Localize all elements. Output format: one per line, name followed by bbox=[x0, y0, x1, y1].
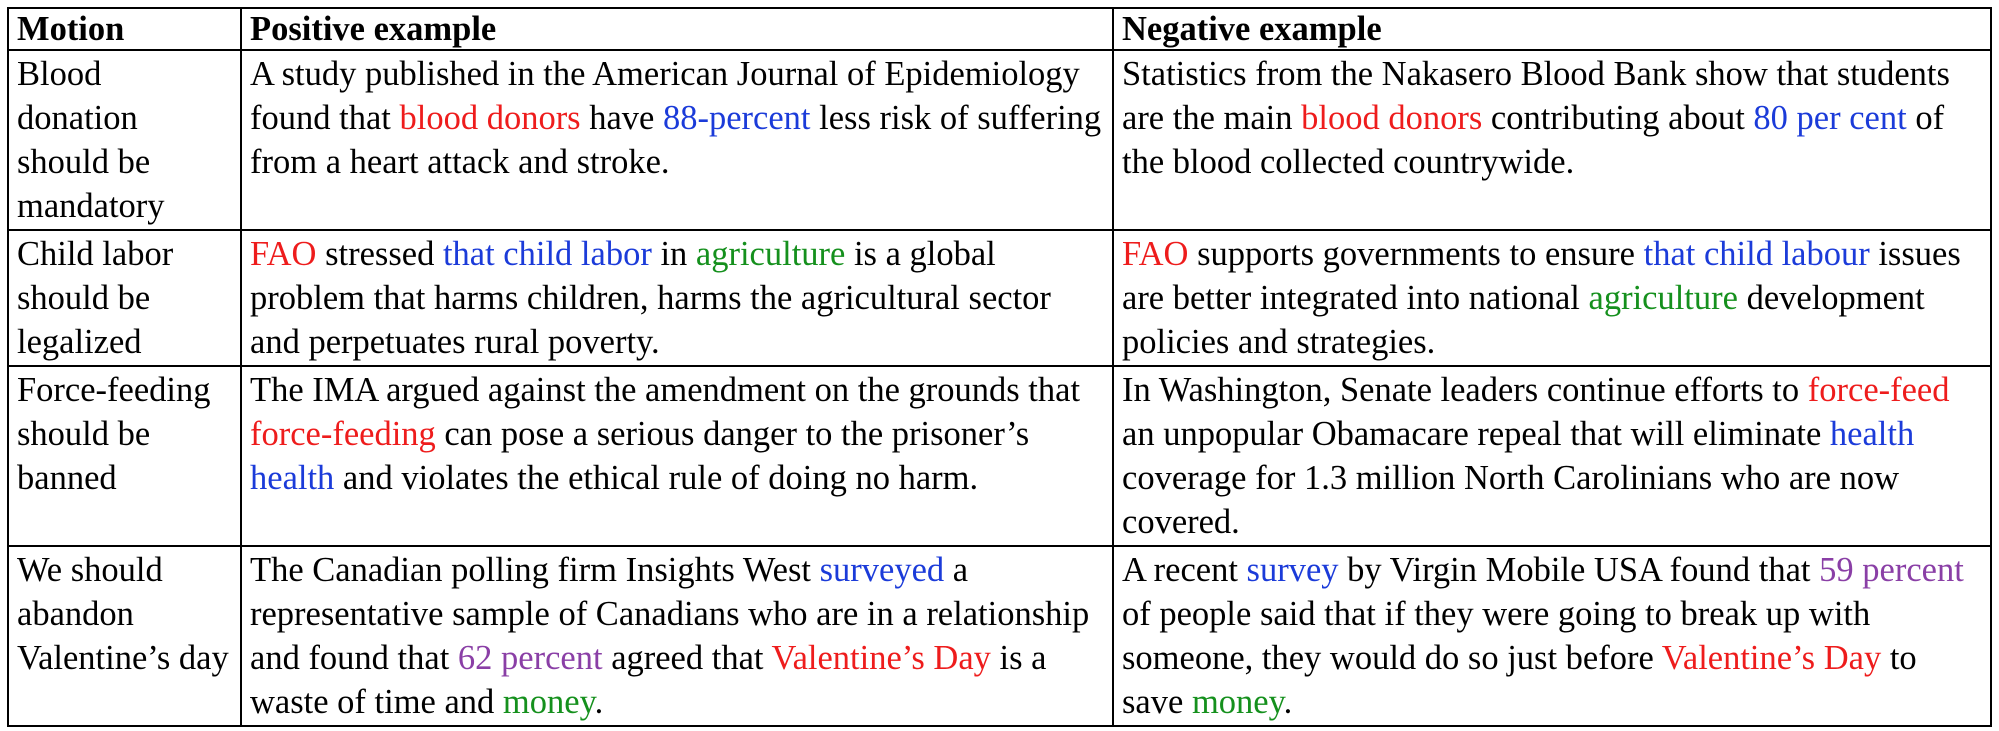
positive-example-cell bbox=[241, 230, 1113, 366]
positive-example-cell bbox=[241, 50, 1113, 230]
table-row bbox=[8, 546, 1991, 726]
text-segment: an unpopular Obamacare repeal that will eliminate bbox=[1122, 415, 1830, 453]
negative-example-cell bbox=[1113, 366, 1991, 546]
highlighted-phrase: health bbox=[250, 459, 335, 497]
text-segment: in bbox=[651, 235, 696, 273]
negative-example-cell bbox=[1113, 230, 1991, 366]
positive-example-cell bbox=[241, 366, 1113, 546]
text-segment: less risk of suffering from a heart attack and stroke. bbox=[250, 99, 1102, 181]
text-segment: of people said that if they were going to break up with someone, they would do so just before bbox=[1122, 595, 1871, 677]
motion-cell: Child labor should be legalized bbox=[8, 230, 241, 366]
positive-example-cell bbox=[241, 546, 1113, 726]
highlighted-phrase: FAO bbox=[250, 235, 317, 273]
highlighted-phrase: force-feed bbox=[1807, 371, 1950, 409]
text-segment: can pose a serious danger to the prisoner’s bbox=[435, 415, 1030, 453]
motions-table bbox=[7, 7, 1992, 727]
highlighted-phrase: 88-percent bbox=[663, 99, 811, 137]
header-positive-example: Positive example bbox=[241, 8, 1113, 50]
negative-example-cell bbox=[1113, 546, 1991, 726]
highlighted-phrase: FAO bbox=[1122, 235, 1189, 273]
table-row bbox=[8, 230, 1991, 366]
motion-cell: Blood donation should be mandatory bbox=[8, 50, 241, 230]
text-segment: stressed bbox=[316, 235, 443, 273]
highlighted-phrase: force-feeding bbox=[250, 415, 436, 453]
highlighted-phrase: health bbox=[1829, 415, 1915, 453]
text-segment: . bbox=[594, 683, 604, 721]
text-segment: have bbox=[580, 99, 663, 137]
table-row bbox=[8, 366, 1991, 546]
text-segment: is a global problem that harms children, harms the agricultural sector and perpetuates rural poverty. bbox=[250, 235, 1051, 361]
text-segment: agreed that bbox=[602, 639, 772, 677]
motion-cell: We should abandon Valentine’s day bbox=[8, 546, 241, 726]
highlighted-phrase: surveyed bbox=[819, 551, 945, 589]
highlighted-phrase: Valentine’s Day bbox=[1661, 639, 1882, 677]
header-motion: Motion bbox=[8, 8, 241, 50]
text-segment: a representative sample of Canadians who are in a relationship and found that bbox=[250, 551, 1090, 677]
text-segment: In Washington, Senate leaders continue efforts to bbox=[1122, 371, 1808, 409]
highlighted-phrase: 62 percent bbox=[457, 639, 603, 677]
table-row bbox=[8, 50, 1991, 230]
highlighted-phrase: blood donors bbox=[1301, 99, 1483, 137]
text-segment: A recent bbox=[1122, 551, 1247, 589]
highlighted-phrase: 59 percent bbox=[1819, 551, 1964, 589]
text-segment: to save bbox=[1122, 639, 1917, 721]
text-segment: contributing about bbox=[1482, 99, 1754, 137]
highlighted-phrase: survey bbox=[1246, 551, 1339, 589]
text-segment: The IMA argued against the amendment on the grounds that bbox=[250, 371, 1081, 409]
highlighted-phrase: agriculture bbox=[1588, 279, 1738, 317]
highlighted-phrase: that child labour bbox=[1643, 235, 1870, 273]
motion-cell: Force-feeding should be banned bbox=[8, 366, 241, 546]
text-segment: development policies and strategies. bbox=[1122, 279, 1925, 361]
negative-example-cell bbox=[1113, 50, 1991, 230]
text-segment: is a waste of time and bbox=[250, 639, 1047, 721]
text-segment: Statistics from the Nakasero Blood Bank show that students are the main bbox=[1122, 55, 1950, 137]
text-segment: and violates the ethical rule of doing no harm. bbox=[334, 459, 979, 497]
text-segment: issues are better integrated into national bbox=[1122, 235, 1961, 317]
highlighted-phrase: money bbox=[1191, 683, 1284, 721]
highlighted-phrase: agriculture bbox=[695, 235, 846, 273]
text-segment: The Canadian polling firm Insights West bbox=[250, 551, 820, 589]
highlighted-phrase: blood donors bbox=[399, 99, 581, 137]
text-segment: A study published in the American Journal of Epidemiology found that bbox=[250, 55, 1080, 137]
highlighted-phrase: Valentine’s Day bbox=[771, 639, 991, 677]
text-segment: coverage for 1.3 million North Carolinians who are now covered. bbox=[1122, 459, 1900, 541]
highlighted-phrase: money bbox=[502, 683, 595, 721]
highlighted-phrase: that child labor bbox=[442, 235, 652, 273]
text-segment: supports governments to ensure bbox=[1188, 235, 1644, 273]
header-negative-example: Negative example bbox=[1113, 8, 1991, 50]
header-row bbox=[8, 8, 1991, 50]
text-segment: by Virgin Mobile USA found that bbox=[1338, 551, 1820, 589]
text-segment: . bbox=[1283, 683, 1293, 721]
text-segment: of the blood collected countrywide. bbox=[1122, 99, 1945, 181]
highlighted-phrase: 80 per cent bbox=[1753, 99, 1907, 137]
